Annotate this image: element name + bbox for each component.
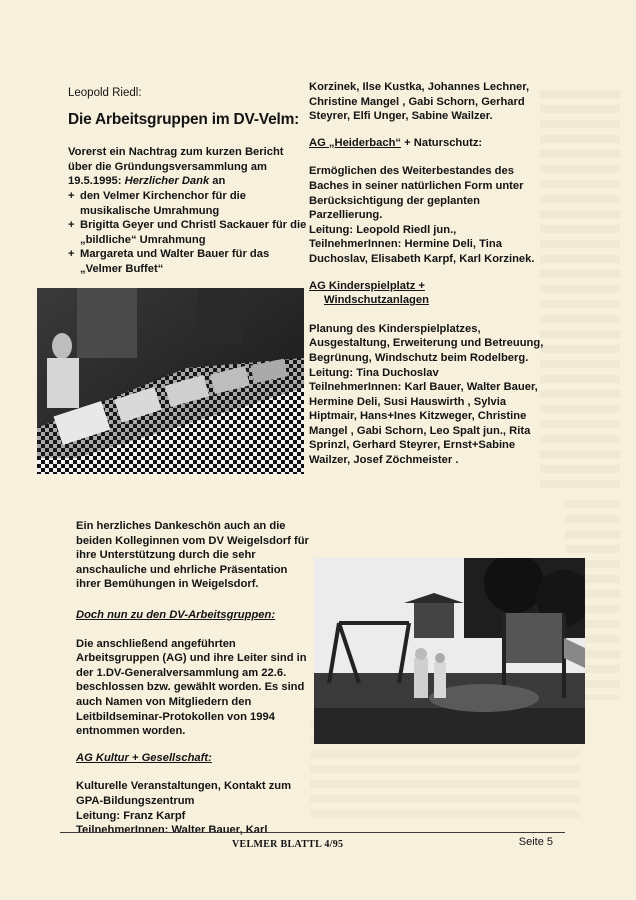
section-heading: Doch nun zu den DV-Arbeitsgruppen: bbox=[76, 608, 276, 621]
buffet-photo bbox=[37, 288, 304, 474]
ag-heiderbach-teilnehmer: TeilnehmerInnen: Hermine Deli, Tina Duchoslav, Elisabeth Karpf, Karl Korzinek. bbox=[309, 238, 535, 265]
ag-intro-paragraph: Die anschließend angeführten Arbeitsgruppen (AG) und ihre Leiter sind in der 1.DV-Generalversammlung am 22.6. beschlossen bzw. gewählt worden. Es sind auch Namen von Mitgliedern den Leitbildseminar-Protokollen von 1994 entnommen worden. bbox=[76, 637, 307, 738]
left-column-bottom bbox=[76, 519, 313, 838]
author: Leopold Riedl: bbox=[68, 87, 142, 99]
ag-heiderbach-text: Ermöglichen des Weiterbestandes des Baches in seiner natürlichen Form unter Berücksichtigung der geplanten Parzellierung. bbox=[309, 165, 524, 222]
dank-weigelsdorf: Ein herzliches Dankeschön auch an die beiden Kolleginnen vom DV Weigelsdorf für ihre Unterstützung durch die sehr anschauliche und ehrliche Präsentation ihrer Bemühungen in Weigelsdorf. bbox=[76, 520, 309, 591]
ag-kinderspielplatz-text: Planung des Kinderspielplatzes, Ausgestaltung, Erweiterung und Betreuung, Begrünung, Windschutz beim Rodelberg. bbox=[309, 322, 544, 364]
ag-heiderbach-heading: AG „Heiderbach“ + Naturschutz: bbox=[309, 136, 483, 149]
teilnehmer-continued: Korzinek, Ilse Kustka, Johannes Lechner, Christine Mangel , Gabi Schorn, Gerhard Steyrer, Elfi Unger, Sabine Wailzer. bbox=[309, 81, 530, 123]
ag-heiderbach-leitung: Leitung: Leopold Riedl jun., bbox=[309, 223, 457, 236]
ag-kinderspielplatz-teilnehmer: TeilnehmerInnen: Karl Bauer, Walter Bauer, Hermine Deli, Susi Hauswirth , Sylvia Hiptmair, Hans+Ines Kitzweger, Christine Mangel , Gabi Schorn, Leo Spalt jun., Rita Sprinzl, Gerhard Steyrer, Ernst+Sabine Wailzer, Josef Zöchmeister . bbox=[309, 381, 538, 467]
page-number: Seite 5 bbox=[518, 836, 553, 848]
thanks-item: + Brigitta Geyer und Christl Sackauer für die „bildliche“ Umrahmung bbox=[68, 219, 307, 246]
ag-kultur-leitung: Leitung: Franz Karpf bbox=[76, 809, 186, 822]
intro-emphasis: Herzlicher Dank bbox=[124, 175, 210, 188]
right-column bbox=[309, 80, 554, 468]
ag-kinderspielplatz-leitung: Leitung: Tina Duchoslav bbox=[309, 366, 439, 379]
thanks-item: + Margareta und Walter Bauer für das „Velmer Buffet“ bbox=[68, 248, 270, 275]
thanks-item: + den Velmer Kirchenchor für die musikalische Umrahmung bbox=[68, 189, 246, 217]
ag-kultur-text: Kulturelle Veranstaltungen, Kontakt zum GPA-Bildungszentrum bbox=[76, 780, 292, 807]
intro-paragraph: Vorerst ein Nachtrag zum kurzen Bericht über die Gründungsversammlung am 19.5.1995: Herzlicher Dank an bbox=[68, 146, 284, 188]
ag-kultur-heading: AG Kultur + Gesellschaft: bbox=[76, 751, 212, 764]
ag-kinderspielplatz-heading: AG Kinderspielplatz + Windschutzanlagen bbox=[309, 279, 429, 307]
buffet-photo-image bbox=[37, 288, 304, 474]
ag-kultur-teilnehmer: TeilnehmerInnen: Walter Bauer, Karl bbox=[76, 824, 268, 837]
playground-photo bbox=[314, 558, 585, 744]
playground-photo-image bbox=[314, 558, 585, 744]
publication-title: VELMER BLATTL 4/95 bbox=[232, 839, 344, 850]
left-column-top bbox=[68, 86, 308, 277]
page-footer bbox=[60, 832, 565, 855]
article-headline: Die Arbeitsgruppen im DV-Velm: bbox=[68, 110, 300, 128]
